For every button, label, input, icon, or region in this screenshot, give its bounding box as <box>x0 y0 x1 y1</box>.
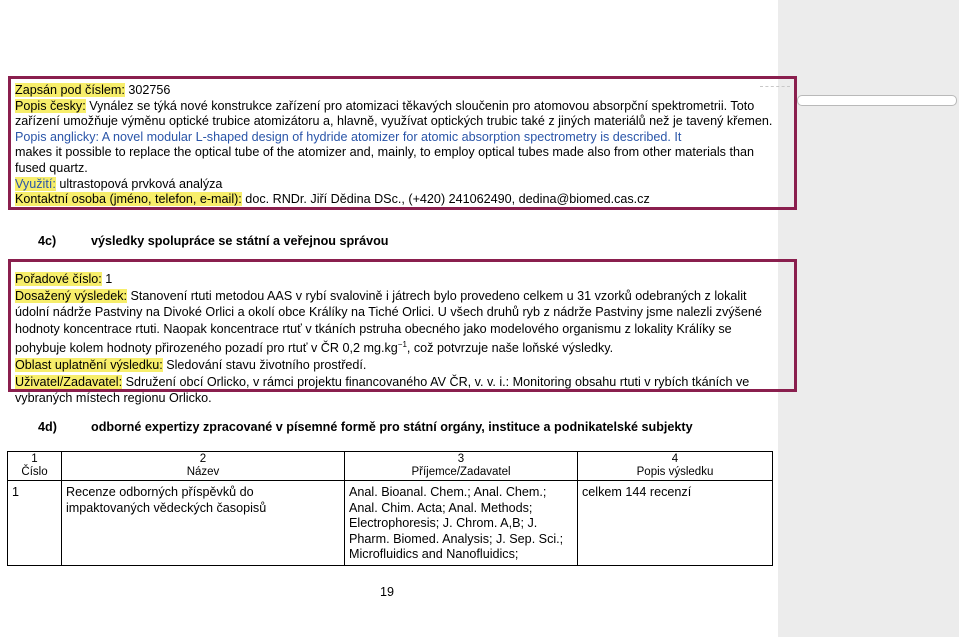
user-line-2: vybraných místech regionu Orlicko. <box>15 391 212 406</box>
result-text-1: Stanovení rtuti metodou AAS v rybí svalovině i játrech bylo provedeno celkem u 31 vzorků odebraných z lokalit <box>127 288 747 303</box>
order-line <box>15 271 788 288</box>
use-label: Využití: <box>15 176 56 191</box>
col-2-label: Název <box>186 466 220 478</box>
en-line-2: makes it possible to replace the optical tube of the atomizer and, mainly, to employ optical tubes made also from other materials than <box>15 145 754 160</box>
area-value: Sledování stavu životního prostředí. <box>162 358 367 373</box>
cz-label: Popis česky: <box>15 98 86 113</box>
col-header-4 <box>578 452 773 481</box>
en-line-1 <box>15 130 788 146</box>
use-value: ultrastopová prvková analýza <box>55 176 223 191</box>
result-line-1 <box>15 288 788 305</box>
order-value: 1 <box>101 272 113 286</box>
col-4-num: 4 <box>671 453 679 465</box>
page-number: 19 <box>380 585 395 599</box>
en-line-3: fused quartz. <box>15 160 88 175</box>
col-4-label: Popis výsledku <box>636 466 714 478</box>
registered-line <box>15 83 788 99</box>
registered-label: Zapsán pod číslem: <box>15 83 125 97</box>
col-2-num: 2 <box>199 453 207 465</box>
col-1-label: Číslo <box>21 466 48 478</box>
row-1-description: celkem 144 recenzí <box>578 481 773 566</box>
cz-line-2: zařízení umožňuje výměnu optické trubice atomizátoru a, hlavně, využívat optických trubic také z jiných materiálů než je tavený křemen. <box>15 114 773 129</box>
row-1-recipient-line-3: Electrophoresis; J. Chrom. A,B; J. <box>349 516 538 530</box>
row-1-recipient-line-1: Anal. Bioanal. Chem.; Anal. Chem.; <box>349 485 547 499</box>
expertise-table <box>7 451 773 566</box>
result-label: Dosažený výsledek: <box>15 288 127 303</box>
result-line-2: údolní nádrže Pastviny na Divoké Orlici a okolí obce Králíky na Tiché Orlici. U všech druhů ryb z nádrže Pastviny jsme nalezli zvýšené <box>15 305 762 320</box>
cz-line-1 <box>15 99 788 115</box>
order-label: Pořadové číslo: <box>15 272 102 286</box>
area-line <box>15 357 788 374</box>
row-1-recipient-line-5: Microfluidics and Nanofluidics; <box>349 547 519 561</box>
area-label: Oblast uplatnění výsledku: <box>15 358 163 373</box>
row-1-number: 1 <box>8 481 62 566</box>
col-3-num: 3 <box>457 453 465 465</box>
col-header-1 <box>8 452 62 481</box>
row-1-recipient-line-4: Pharm. Biomed. Analysis; J. Sep. Sci.; <box>349 531 564 546</box>
user-label: Uživatel/Zadavatel: <box>15 374 123 389</box>
patent-record-box <box>8 76 797 210</box>
contact-value: doc. RNDr. Jiří Dědina DSc., (+420) 241062490, dedina@biomed.cas.cz <box>241 192 650 207</box>
user-line-1 <box>15 374 788 391</box>
cz-text-1: Vynález se týká nové konstrukce zařízení pro atomizaci těkavých sloučenin pro atomovou absorpční spektrometrii. Toto <box>85 98 755 113</box>
en-text-1: A novel modular L-shaped design of hydride atomizer for atomic absorption spectrometry is described. It <box>99 129 682 144</box>
table-header-row <box>8 452 773 481</box>
use-line <box>15 177 788 193</box>
row-1-recipient <box>345 481 578 566</box>
col-header-3 <box>345 452 578 481</box>
section-4c-title: výsledky spolupráce se státní a veřejnou správou <box>91 234 389 248</box>
cooperation-box <box>8 259 797 406</box>
col-header-2 <box>62 452 345 481</box>
en-label: Popis anglicky: <box>15 129 99 144</box>
col-3-label: Příjemce/Zadavatel <box>411 466 511 478</box>
contact-label: Kontaktní osoba (jméno, telefon, e-mail): <box>15 192 242 207</box>
contact-line <box>15 192 788 208</box>
row-1-title <box>62 481 345 566</box>
result-line-3: hodnoty koncentrace rtuti. Naopak koncentrace rtuť v tkáních pstruha obecného jako modelového organismu z lokality Králíky se <box>15 321 732 336</box>
row-1-title-line-1: Recenze odborných příspěvků do <box>66 485 254 499</box>
section-4c-number: 4c) <box>38 234 57 248</box>
user-text-1: Sdružení obcí Orlicko, v rámci projektu financovaného AV ČR, v. v. i.: Monitoring obsahu rtuti v rybích tkáních ve <box>122 374 750 389</box>
section-4d-title: odborné expertizy zpracované v písemné formě pro státní orgány, instituce a podnikatelské subjekty <box>91 420 693 434</box>
result-text-4a: pohybuje kolem hodnoty přirozeného pozadí pro rtuť v ČR 0,2 mg.kg <box>15 341 398 356</box>
result-text-4sup: −1 <box>397 340 407 350</box>
row-1-recipient-line-2: Anal. Chim. Acta; Anal. Methods; <box>349 500 533 515</box>
col-1-num: 1 <box>31 453 38 465</box>
row-1-title-line-2: impaktovaných vědeckých časopisů <box>66 500 267 515</box>
section-4d-number: 4d) <box>38 420 57 434</box>
table-row <box>8 481 773 566</box>
comment-bubble[interactable] <box>797 95 957 106</box>
registered-value: 302756 <box>124 83 171 97</box>
result-line-4 <box>15 337 788 357</box>
result-text-4b: , což potvrzuje naše loňské výsledky. <box>406 341 614 356</box>
